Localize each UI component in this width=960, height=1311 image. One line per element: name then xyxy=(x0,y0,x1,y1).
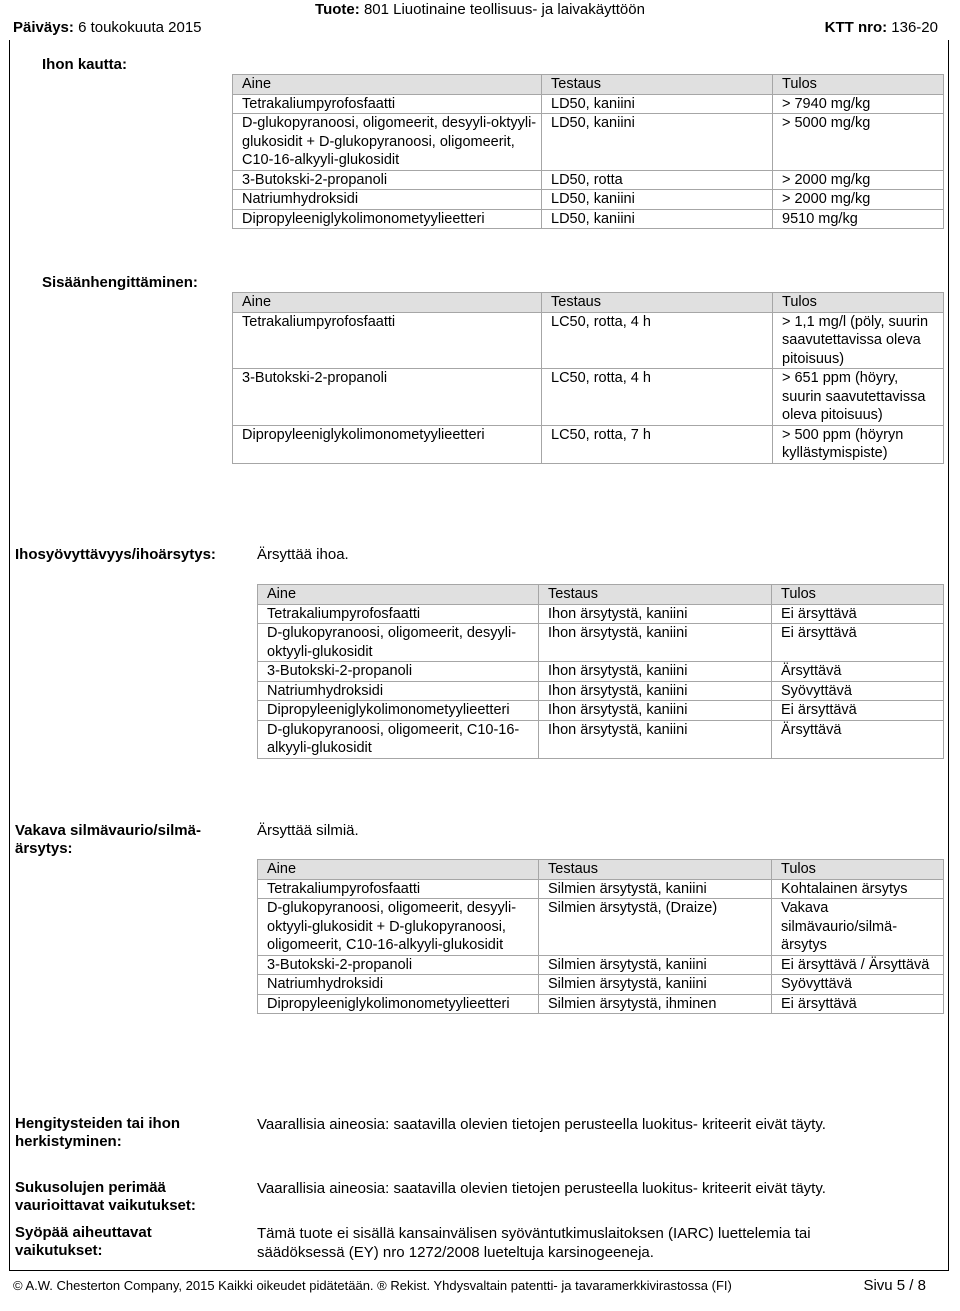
table-cell: Ihon ärsytystä, kaniini xyxy=(539,604,772,624)
section-label-eye: Vakava silmävaurio/silmä-ärsytys: xyxy=(15,822,201,857)
eye-irritation-table xyxy=(257,859,944,1014)
table-row xyxy=(258,662,944,682)
table-cell: 3-Butokski-2-propanoli xyxy=(233,369,542,426)
table-cell: Ihon ärsytystä, kaniini xyxy=(539,701,772,721)
carcinogenicity-text: Tämä tuote ei sisällä kansainvälisen syöväntutkimuslaitoksen (IARC) luettelemia tai säädöksessä (EY) nro 1272/2008 lueteltuja karsinogeeneja. xyxy=(257,1225,811,1261)
table-cell: Dipropyleeniglykolimonometyylieetteri xyxy=(233,425,542,463)
table-cell: 3-Butokski-2-propanoli xyxy=(258,662,539,682)
table-header-row xyxy=(233,293,944,313)
table-cell: Natriumhydroksidi xyxy=(233,190,542,210)
table-row xyxy=(258,701,944,721)
table-row xyxy=(258,955,944,975)
column-header: Testaus xyxy=(539,860,772,880)
section-label-skin: Ihon kautta: xyxy=(42,56,127,73)
table-header-row xyxy=(258,585,944,605)
table-cell: Ärsyttävä xyxy=(772,720,944,758)
table-cell: Tetrakaliumpyrofosfaatti xyxy=(233,312,542,369)
column-header: Tulos xyxy=(772,585,944,605)
table-row xyxy=(233,190,944,210)
eye-irritation-note: Ärsyttää silmiä. xyxy=(257,822,359,839)
table-cell: > 7940 mg/kg xyxy=(773,94,944,114)
table-cell: LD50, kaniini xyxy=(542,114,773,171)
table-header-row xyxy=(233,75,944,95)
column-header: Aine xyxy=(258,860,539,880)
table-cell: D-glukopyranoosi, oligomeerit, C10-16-alkyyli-glukosidit xyxy=(258,720,539,758)
column-header: Tulos xyxy=(773,293,944,313)
table-row xyxy=(233,170,944,190)
table-cell: Silmien ärsytystä, kaniini xyxy=(539,955,772,975)
table-cell: D-glukopyranoosi, oligomeerit, desyyli-oktyyli-glukosidit + D-glukopyranoosi, oligomeerit, C10-16-alkyyli-glukosidit xyxy=(233,114,542,171)
table-cell: Silmien ärsytystä, kaniini xyxy=(539,975,772,995)
skin-toxicity-table xyxy=(232,74,944,229)
table-cell: D-glukopyranoosi, oligomeerit, desyyli-oktyyli-glukosidit xyxy=(258,624,539,662)
page-header xyxy=(0,0,960,40)
table-cell: Syövyttävä xyxy=(772,681,944,701)
column-header: Aine xyxy=(233,75,542,95)
table-cell: Syövyttävä xyxy=(772,975,944,995)
table-cell: > 2000 mg/kg xyxy=(773,190,944,210)
table-cell: Kohtalainen ärsytys xyxy=(772,879,944,899)
table-cell: Ei ärsyttävä xyxy=(772,701,944,721)
table-cell: 9510 mg/kg xyxy=(773,209,944,229)
table-row xyxy=(258,879,944,899)
skin-irritation-table xyxy=(257,584,944,759)
table-cell: Dipropyleeniglykolimonometyylieetteri xyxy=(258,994,539,1014)
table-row xyxy=(258,624,944,662)
table-cell: Tetrakaliumpyrofosfaatti xyxy=(258,604,539,624)
table-cell: Silmien ärsytystä, ihminen xyxy=(539,994,772,1014)
table-row xyxy=(233,312,944,369)
table-cell: > 651 ppm (höyry, suurin saavutettavissa oleva pitoisuus) xyxy=(773,369,944,426)
table-cell: 3-Butokski-2-propanoli xyxy=(233,170,542,190)
skin-irritation-note: Ärsyttää ihoa. xyxy=(257,546,349,563)
column-header: Testaus xyxy=(539,585,772,605)
table-cell: > 500 ppm (höyryn kyllästymispiste) xyxy=(773,425,944,463)
column-header: Tulos xyxy=(773,75,944,95)
table-row xyxy=(258,604,944,624)
table-row xyxy=(258,720,944,758)
product: Tuote: 801 Liuotinaine teollisuus- ja laivakäyttöön xyxy=(315,1,645,18)
column-header: Tulos xyxy=(772,860,944,880)
table-cell: D-glukopyranoosi, oligomeerit, desyyli-oktyyli-glukosidit + D-glukopyranoosi, oligomeerit, C10-16-alkyyli-glukosidit xyxy=(258,899,539,956)
table-cell: Silmien ärsytystä, (Draize) xyxy=(539,899,772,956)
section-label-carcinogenicity: Syöpää aiheuttavat vaikutukset: xyxy=(15,1224,152,1259)
table-row xyxy=(233,114,944,171)
table-cell: LD50, kaniini xyxy=(542,94,773,114)
table-cell: Ei ärsyttävä xyxy=(772,604,944,624)
table-row xyxy=(233,425,944,463)
table-row xyxy=(233,94,944,114)
date: Päiväys: 6 toukokuuta 2015 xyxy=(13,19,202,36)
section-label-sensitization: Hengitysteiden tai ihon herkistyminen: xyxy=(15,1115,181,1150)
table-cell: Silmien ärsytystä, kaniini xyxy=(539,879,772,899)
section-label-inhalation: Sisäänhengittäminen: xyxy=(42,274,198,291)
table-cell: LD50, kaniini xyxy=(542,190,773,210)
table-cell: Tetrakaliumpyrofosfaatti xyxy=(233,94,542,114)
mutagenicity-text: Vaarallisia aineosia: saatavilla olevien tietojen perusteella luokitus- kriteerit eivät täyty. xyxy=(257,1180,826,1197)
table-cell: Tetrakaliumpyrofosfaatti xyxy=(258,879,539,899)
table-header-row xyxy=(258,860,944,880)
table-row xyxy=(258,899,944,956)
column-header: Aine xyxy=(233,293,542,313)
table-row xyxy=(258,681,944,701)
section-label-skin-irritation: Ihosyövyttävyys/ihoärsytys: xyxy=(15,546,216,563)
table-cell: Ei ärsyttävä xyxy=(772,994,944,1014)
table-row xyxy=(233,369,944,426)
table-cell: Ihon ärsytystä, kaniini xyxy=(539,681,772,701)
table-cell: LD50, kaniini xyxy=(542,209,773,229)
table-cell: > 2000 mg/kg xyxy=(773,170,944,190)
table-cell: Vakava silmävaurio/silmä-ärsytys xyxy=(772,899,944,956)
ktt-number: KTT nro: 136-20 xyxy=(824,19,938,36)
table-cell: Ihon ärsytystä, kaniini xyxy=(539,662,772,682)
table-cell: LC50, rotta, 7 h xyxy=(542,425,773,463)
table-cell: Ihon ärsytystä, kaniini xyxy=(539,624,772,662)
table-cell: > 5000 mg/kg xyxy=(773,114,944,171)
table-cell: LC50, rotta, 4 h xyxy=(542,369,773,426)
table-cell: Dipropyleeniglykolimonometyylieetteri xyxy=(258,701,539,721)
table-cell: Ei ärsyttävä xyxy=(772,624,944,662)
table-cell: Ihon ärsytystä, kaniini xyxy=(539,720,772,758)
table-row xyxy=(233,209,944,229)
table-cell: > 1,1 mg/l (pöly, suurin saavutettavissa oleva pitoisuus) xyxy=(773,312,944,369)
section-label-mutagenicity: Sukusolujen perimää vaurioittavat vaikutukset: xyxy=(15,1179,196,1214)
table-cell: LD50, rotta xyxy=(542,170,773,190)
table-cell: Ärsyttävä xyxy=(772,662,944,682)
table-cell: Ei ärsyttävä / Ärsyttävä xyxy=(772,955,944,975)
table-cell: LC50, rotta, 4 h xyxy=(542,312,773,369)
footer-copyright: © A.W. Chesterton Company, 2015 Kaikki oikeudet pidätetään. ® Rekist. Yhdysvaltain patentti- ja tavaramerkkivirastossa (FI) xyxy=(13,1278,732,1293)
table-row xyxy=(258,994,944,1014)
column-header: Testaus xyxy=(542,75,773,95)
table-row xyxy=(258,975,944,995)
table-cell: Natriumhydroksidi xyxy=(258,975,539,995)
column-header: Testaus xyxy=(542,293,773,313)
table-cell: Dipropyleeniglykolimonometyylieetteri xyxy=(233,209,542,229)
inhalation-toxicity-table xyxy=(232,292,944,464)
sensitization-text: Vaarallisia aineosia: saatavilla olevien tietojen perusteella luokitus- kriteerit eivät täyty. xyxy=(257,1116,826,1133)
table-cell: Natriumhydroksidi xyxy=(258,681,539,701)
page-number: Sivu 5 / 8 xyxy=(863,1277,926,1294)
column-header: Aine xyxy=(258,585,539,605)
table-cell: 3-Butokski-2-propanoli xyxy=(258,955,539,975)
